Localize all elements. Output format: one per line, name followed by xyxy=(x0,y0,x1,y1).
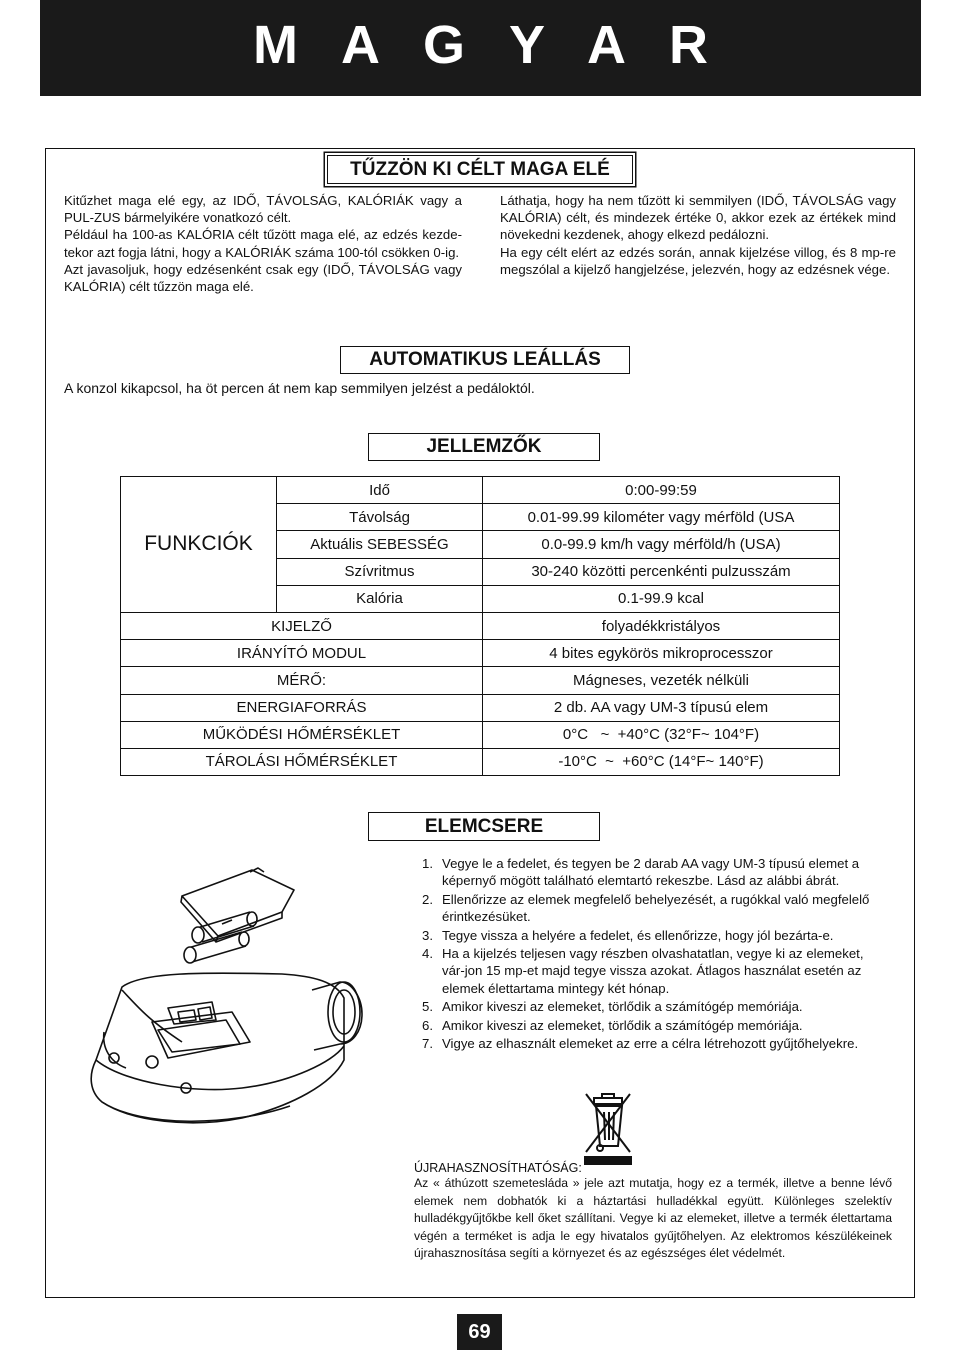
spec-name: MÉRŐ: xyxy=(121,667,483,694)
list-item xyxy=(422,998,884,1015)
battery-steps-list xyxy=(422,855,884,1053)
function-name: Idő xyxy=(277,477,483,504)
list-item xyxy=(422,927,884,944)
spec-value: folyadékkristályos xyxy=(483,612,840,639)
table-row xyxy=(121,748,840,775)
list-item xyxy=(422,855,884,890)
table-row xyxy=(121,477,840,504)
step-text: Amikor kiveszi az elemeket, törlődik a számítógép memóriája. xyxy=(442,1017,803,1033)
step-number: 6. xyxy=(422,1017,433,1033)
section-title-target: TŰZZÖN KI CÉLT MAGA ELÉ xyxy=(327,155,633,184)
header-title: M A G Y A R xyxy=(252,15,709,75)
spec-value: -10°C ~ +60°C (14°F~ 140°F) xyxy=(483,748,840,775)
recycling-label: ÚJRAHASZNOSÍTHATÓSÁG: xyxy=(414,1161,582,1175)
step-number: 2. xyxy=(422,891,433,907)
function-value: 0:00-99:59 xyxy=(483,477,840,504)
table-row xyxy=(121,667,840,694)
crossed-out-bin-icon xyxy=(578,1088,638,1170)
section-title-auto-stop: AUTOMATIKUS LEÁLLÁS xyxy=(340,346,630,374)
step-text: Ha a kijelzés teljesen vagy részben olvashatatlan, vegye ki az elemeket, vár-jon 15 mp-et majd tegye vissza azokat. Átlagos használat esetén az elemek élettartama mintegy két hónap. xyxy=(442,946,864,996)
step-text: Vigye az elhasznált elemeket az erre a célra létrehozott gyűjtőhelyekre. xyxy=(442,1036,859,1052)
spec-value: 2 db. AA vagy UM-3 típusú elem xyxy=(483,694,840,721)
function-name: Aktuális SEBESSÉG xyxy=(277,531,483,558)
function-value: 0.01-99.99 kilométer vagy mérföld (USA xyxy=(483,504,840,531)
section-title-battery: ELEMCSERE xyxy=(368,812,600,841)
step-number: 4. xyxy=(422,946,433,962)
spec-name: TÁROLÁSI HŐMÉRSÉKLET xyxy=(121,748,483,775)
table-row xyxy=(121,721,840,748)
spec-value: 4 bites egykörös mikroprocesszor xyxy=(483,640,840,667)
spec-value: 0°C ~ +40°C (32°F~ 104°F) xyxy=(483,721,840,748)
page-number: 69 xyxy=(457,1314,502,1350)
spec-name: ENERGIAFORRÁS xyxy=(121,694,483,721)
auto-stop-text: A konzol kikapcsol, ha öt percen át nem kap semmilyen jelzést a pedáloktól. xyxy=(64,380,535,396)
table-row xyxy=(121,640,840,667)
list-item xyxy=(422,1017,884,1034)
target-right-paragraph: Láthatja, hogy ha nem tűzött ki semmilyen (IDŐ, TÁVOLSÁG vagy KALÓRIA) célt, és mindezek értéke 0, akkor ezek az értékek mind növekedni kezdenek, ahogy elkezd pedálozni. xyxy=(500,193,896,243)
list-item xyxy=(422,891,884,926)
section-title-features: JELLEMZŐK xyxy=(368,433,600,461)
spec-name: KIJELZŐ xyxy=(121,612,483,639)
list-item xyxy=(422,945,884,997)
step-text: Ellenőrizze az elemek megfelelő behelyezését, a rugókkal való megfelelő érintkezésüket. xyxy=(442,891,870,925)
step-text: Amikor kiveszi az elemeket, törlődik a számítógép memóriája. xyxy=(442,999,803,1015)
step-number: 7. xyxy=(422,1036,433,1052)
features-table xyxy=(120,476,840,776)
function-name: Szívritmus xyxy=(277,558,483,585)
function-value: 0.0-99.9 km/h vagy mérföld/h (USA) xyxy=(483,531,840,558)
step-number: 5. xyxy=(422,999,433,1015)
function-name: Kalória xyxy=(277,585,483,612)
target-right-text xyxy=(500,192,896,278)
functions-label: FUNKCIÓK xyxy=(121,477,277,613)
list-item xyxy=(422,1035,884,1052)
step-number: 1. xyxy=(422,856,433,871)
table-row xyxy=(121,694,840,721)
recycling-text: Az « áthúzott szemetesláda » jele azt mutatja, hogy ez a termék, illetve a benne lévő elemek nem dobhatók ki a háztartási hulladékkal együtt. Különleges szelektív hulladékgyűjtőkbe kell őket szállítani. Vegye ki az elemeket, illetve a termék élettartama végén a terméket is adja le egy hivatalos gyűjtőhelyen. Az elektromos készülékeinek újrahasznosítása segíti a környezet és az egészséges élet védelmét. xyxy=(414,1176,892,1261)
function-value: 0.1-99.9 kcal xyxy=(483,585,840,612)
target-left-paragraph: Kitűzhet maga elé egy, az IDŐ, TÁVOLSÁG, KALÓRIÁK vagy a PUL-ZUS bármelyikére vonatkozó célt. xyxy=(64,193,462,226)
target-left-text xyxy=(64,192,462,295)
target-left-paragraph: Például ha 100-as KALÓRIA célt tűzött maga elé, az edzés kezde-tekor azt fogja látni, hogy a KALÓRIÁK száma 100-tól csökken 0-ig. xyxy=(64,227,462,260)
spec-value: Mágneses, vezeték nélküli xyxy=(483,667,840,694)
battery-compartment-illustration xyxy=(82,862,382,1147)
step-text: Vegye le a fedelet, és tegyen be 2 darab AA vagy UM-3 típusú elemet a képernyő mögött található elemtartó rekeszbe. Lásd az alábbi ábrát. xyxy=(442,856,860,889)
function-value: 30-240 közötti percenkénti pulzusszám xyxy=(483,558,840,585)
spec-name: MŰKÖDÉSI HŐMÉRSÉKLET xyxy=(121,721,483,748)
table-row xyxy=(121,612,840,639)
target-right-paragraph: Ha egy célt elért az edzés során, annak kijelzése villog, és 8 mp-re megszólal a kijelző hangjelzése, jelezvén, hogy az edzésnek vége. xyxy=(500,244,896,277)
target-left-paragraph: Azt javasoljuk, hogy edzésenként csak egy (IDŐ, TÁVOLSÁG vagy KALÓRIA) célt tűzzön maga elé. xyxy=(64,261,462,295)
function-name: Távolság xyxy=(277,504,483,531)
spec-name: IRÁNYÍTÓ MODUL xyxy=(121,640,483,667)
step-number: 3. xyxy=(422,927,433,943)
step-text: Tegye vissza a helyére a fedelet, és ellenőrizze, hogy jól bezárta-e. xyxy=(442,927,834,943)
